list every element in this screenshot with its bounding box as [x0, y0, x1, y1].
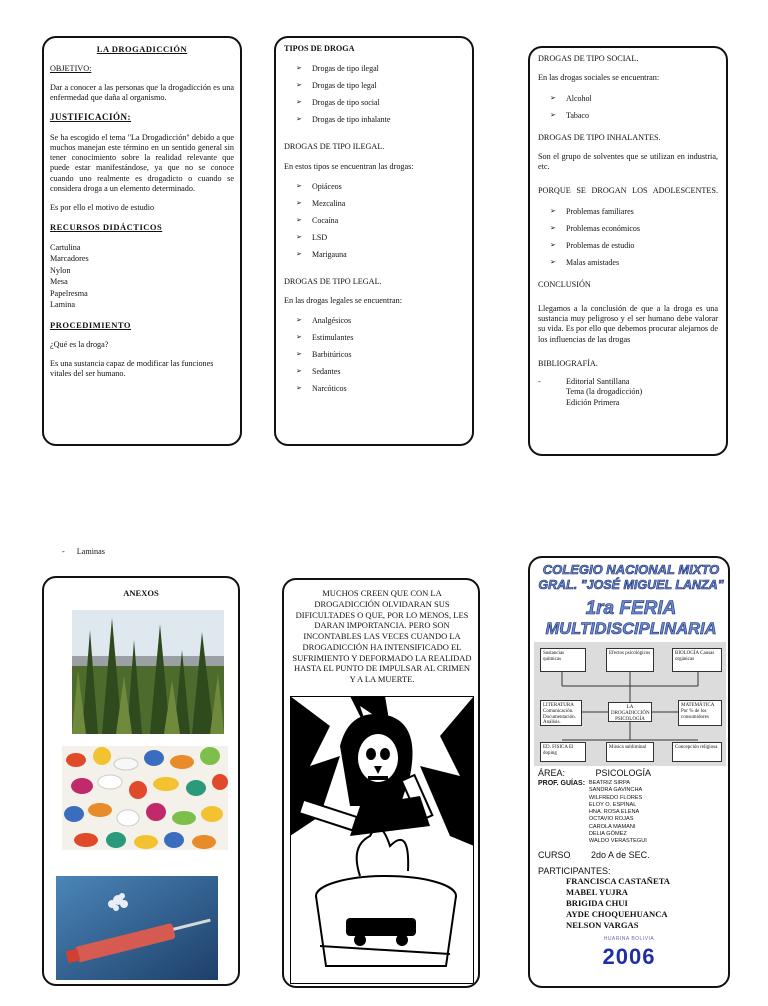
procedure-answer: Es una sustancia capaz de modificar las funciones vitales del ser humano.: [50, 358, 214, 379]
types-list: [284, 60, 464, 128]
inhalant-heading: DROGAS DE TIPO INHALANTES.: [538, 132, 661, 142]
fair-title-line1: 1ra FERIA: [585, 598, 677, 619]
arrow-bullet-icon: ➢: [550, 223, 556, 232]
procedure-heading: PROCEDIMIENTO: [50, 319, 131, 330]
list-item: Cartulina: [50, 243, 81, 252]
arrow-bullet-icon: ➢: [550, 110, 556, 119]
loose-note: - Laminas: [62, 547, 105, 556]
cannabis-field-image: [72, 610, 224, 734]
panel-social-conclusion: [528, 46, 728, 456]
poster-text: MUCHOS CREEN QUE CON LA DROGADICCIÓN OLVIDARAN SUS DIFICULTADES O QUE, POR LO MENOS, LES DARAN IMPORTANCIA. PERO SON INCONTABLES LAS VECES CUANDO LA DROGADICCIÓN HA INTENSIFICADO EL SUFRIMIENTO Y DEFORMADO LA REALIDAD HASTA EL PUNTO DE IMPULSAR AL CRIMEN Y A LA MUERTE.: [292, 588, 472, 685]
list-item: BRIGIDA CHUI: [566, 898, 628, 908]
arrow-bullet-icon: ➢: [296, 98, 302, 107]
arrow-bullet-icon: ➢: [296, 367, 302, 376]
inhalant-text: Son el grupo de solventes que se utilizan en industria, etc.: [538, 151, 718, 171]
year-label: 2006: [602, 944, 656, 969]
area-value: PSICOLOGÍA: [595, 768, 652, 778]
arrow-bullet-icon: ➢: [550, 93, 556, 102]
arrow-bullet-icon: ➢: [550, 257, 556, 266]
list-item: Lamina: [50, 300, 76, 310]
dash-bullet-icon: -: [538, 377, 541, 386]
list-item: CAROLA MAMANI: [588, 823, 636, 830]
list-item: ➢ Alcohol: [550, 90, 718, 107]
list-item: ➢ Analgésicos: [296, 312, 464, 329]
panel-annexes: [42, 576, 240, 986]
list-item: OCTAVIO ROJAS: [588, 816, 634, 823]
school-name-line1: COLEGIO NACIONAL MIXTO: [542, 562, 720, 577]
arrow-bullet-icon: ➢: [296, 316, 302, 325]
illegal-heading: DROGAS DE TIPO ILEGAL.: [284, 142, 385, 152]
dash-bullet-icon: -: [62, 547, 65, 556]
resources-list: [50, 242, 234, 311]
arrow-bullet-icon: ➢: [296, 81, 302, 90]
list-item: Editorial Santillana: [566, 377, 630, 386]
annexes-title: ANEXOS: [123, 588, 159, 598]
list-item: ➢ Sedantes: [296, 363, 464, 380]
diagram-node: BIOLOGÍA Causas orgánicas: [672, 648, 722, 672]
arrow-bullet-icon: ➢: [550, 240, 556, 249]
list-item: MABEL YUJRA: [566, 887, 628, 897]
arrow-bullet-icon: ➢: [296, 384, 302, 393]
types-heading: TIPOS DE DROGA: [284, 44, 355, 53]
list-item: ➢ Barbitúricos: [296, 346, 464, 363]
list-item: Marcadores: [50, 254, 89, 264]
list-item: Papelresma: [50, 288, 88, 298]
area-label: ÁREA:: [538, 768, 566, 778]
list-item: ➢ Marigauna: [296, 246, 464, 263]
list-item: ➢ Estimulantes: [296, 329, 464, 346]
arrow-bullet-icon: ➢: [296, 350, 302, 359]
conclusion-heading: CONCLUSIÓN: [538, 279, 591, 289]
list-item: ➢ Opiáceos: [296, 178, 464, 195]
illegal-list: [284, 178, 464, 263]
list-item: ➢ Cocaína: [296, 212, 464, 229]
justification-closing: Es por ello el motivo de estudio: [50, 203, 155, 213]
list-item: ➢ Narcóticos: [296, 380, 464, 397]
teachers-list: [589, 780, 647, 845]
list-item: ➢ Problemas familiares: [550, 203, 718, 220]
list-item: ➢ Tabaco: [550, 107, 718, 124]
objective-text: Dar a conocer a las personas que la drogadicción es una enfermedad que daña al organismo.: [50, 82, 234, 103]
list-item: DELIA GÓMEZ: [588, 830, 627, 837]
list-item: ➢ Drogas de tipo legal: [296, 77, 464, 94]
list-item: NELSON VARGAS: [566, 920, 639, 930]
resources-heading: RECURSOS DIDÁCTICOS: [50, 222, 163, 233]
arrow-bullet-icon: ➢: [296, 115, 302, 124]
area-row: [538, 768, 651, 778]
arrow-bullet-icon: ➢: [296, 232, 302, 241]
bibliography-heading: BIBLIOGRAFÍA.: [538, 358, 598, 368]
social-heading: DROGAS DE TIPO SOCIAL.: [538, 54, 639, 63]
arrow-bullet-icon: ➢: [296, 215, 302, 224]
diagram-node: Música subliminal: [606, 742, 654, 762]
main-title: LA DROGADICCIÓN: [96, 44, 188, 54]
legal-list: [284, 312, 464, 397]
fair-title-line2: MULTIDISCIPLINARIA: [545, 620, 717, 638]
conclusion-text: Llegamos a la conclusión de que a la droga es una sustancia muy peligroso y el ser humano debe valorar su vida. Es por ello que debemos procurar alejarnos de los influencias de las drogas: [538, 303, 718, 344]
list-item: Mesa: [50, 277, 68, 287]
bibliography-list: [538, 377, 718, 408]
diagram-node: Sustancias químicas: [540, 648, 586, 672]
panel-cover: [528, 556, 730, 988]
diagram-node: Concepción religiosa: [672, 742, 722, 762]
list-item: FRANCISCA CASTAÑETA: [566, 876, 671, 886]
concept-diagram: [534, 642, 726, 766]
list-item: ➢ Drogas de tipo social: [296, 94, 464, 111]
arrow-bullet-icon: ➢: [296, 64, 302, 73]
participants-label: PARTICIPANTES:: [538, 866, 611, 876]
arrow-bullet-icon: ➢: [296, 198, 302, 207]
list-item: ➢ Drogas de tipo inhalante: [296, 111, 464, 128]
syringe-image: [56, 876, 218, 980]
list-item: ➢ Problemas de estudio: [550, 237, 718, 254]
diagram-node: ED. FISICA El doping: [540, 742, 586, 762]
list-item: Nylon: [50, 265, 71, 275]
list-item: ELOY O. ESPINAL: [588, 801, 637, 808]
illegal-intro: En estos tipos se encuentran las drogas:: [284, 161, 414, 171]
diagram-node: Efectos psicológicos: [606, 648, 654, 672]
list-item: Tema (la drogadicción): [566, 387, 643, 397]
diagram-node-center: LA DROGADICCIÓN PSICOLOGÍA: [608, 702, 652, 722]
list-item: ➢ Problemas económicos: [550, 220, 718, 237]
why-heading: PORQUE SE DROGAN LOS ADOLESCENTES.: [538, 186, 718, 196]
list-item: SANDRA GAVINCHA: [588, 787, 643, 794]
panel-poster: [282, 578, 480, 988]
city-label: HUARINA BOLIVIA: [603, 936, 655, 942]
why-list: [538, 203, 718, 271]
list-item: ➢ Malas amistades: [550, 254, 718, 271]
list-item: Edición Primera: [566, 397, 620, 407]
list-item: WALDO VERASTEGUI: [588, 838, 647, 845]
list-item: BEATRIZ SIRPA: [588, 780, 631, 786]
participants-list: [566, 876, 670, 931]
list-item: HNA. ROSA ELENA: [588, 809, 640, 816]
procedure-question: ¿Qué es la droga?: [50, 339, 109, 349]
justification-text: Se ha escogido el tema "La Drogadicción" debido a que muchos manejan este término en un sentido general sin tener conocimiento sobre la realidad relevante que puede estar manifestándose, ya que no se conoce cuando uno realmente es drogadicto o cuando se considera droga a un elemento determinado.: [50, 132, 234, 193]
school-name-line2: GRAL. "JOSÉ MIGUEL LANZA": [538, 578, 724, 592]
diagram-node: MATEMÁTICA Por % de los consumidores: [678, 700, 722, 726]
pills-image: [62, 746, 228, 850]
arrow-bullet-icon: ➢: [550, 206, 556, 215]
death-illustration: [290, 696, 474, 984]
social-intro: En las drogas sociales se encuentran:: [538, 73, 660, 83]
list-item: WILFREDO FLORES: [588, 794, 643, 801]
list-item: ➢ Mezcalina: [296, 195, 464, 212]
panel-introduction: [42, 36, 242, 446]
arrow-bullet-icon: ➢: [296, 333, 302, 342]
course-label: CURSO: [538, 850, 571, 860]
arrow-bullet-icon: ➢: [296, 181, 302, 190]
legal-intro: En las drogas legales se encuentran:: [284, 296, 402, 305]
panel-drug-types: [274, 36, 474, 446]
list-item: AYDE CHOQUEHUANCA: [566, 909, 668, 919]
teachers-label: PROF. GUÍAS:: [538, 780, 586, 787]
list-item: ➢ LSD: [296, 229, 464, 246]
social-list: [538, 90, 718, 124]
arrow-bullet-icon: ➢: [296, 249, 302, 258]
teachers-block: [538, 780, 647, 845]
diagram-node: LITERATURA Comunicación. Documentación. Análisis.: [540, 700, 582, 726]
list-item: ➢ Drogas de tipo ilegal: [296, 60, 464, 77]
justification-heading: JUSTIFICACIÓN:: [50, 112, 132, 123]
legal-heading: DROGAS DE TIPO LEGAL.: [284, 276, 382, 286]
objective-heading: OBJETIVO:: [50, 63, 92, 73]
course-row: [538, 850, 650, 860]
course-value: 2do A de SEC.: [591, 850, 650, 860]
